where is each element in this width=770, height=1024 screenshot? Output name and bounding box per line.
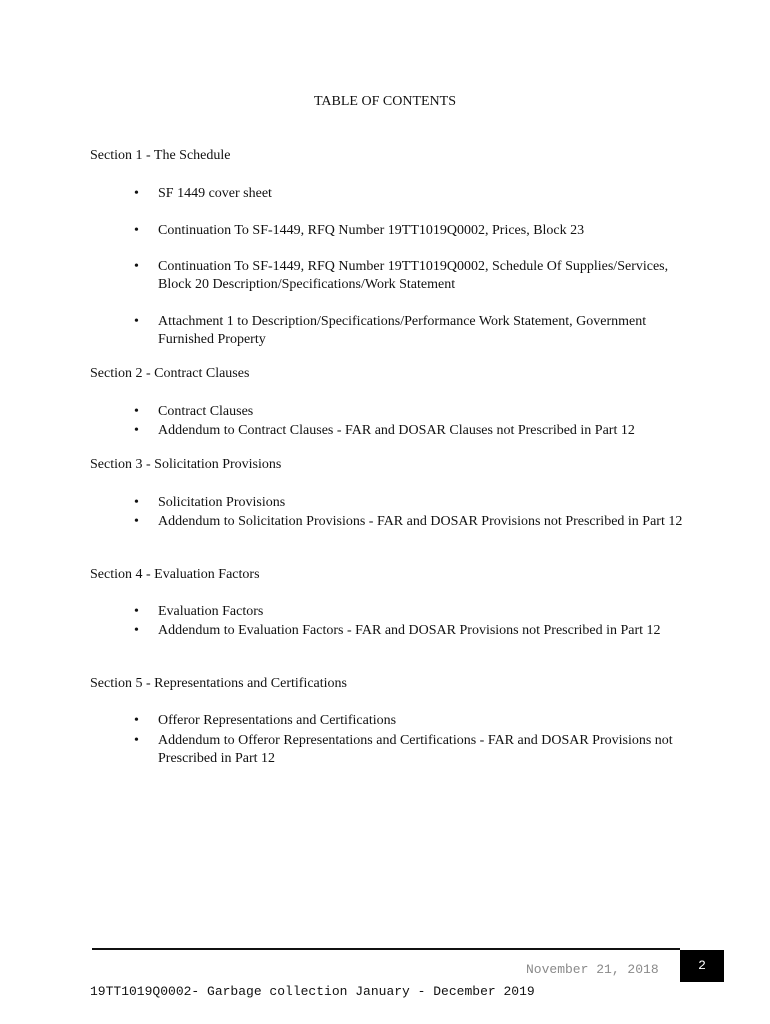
footer-divider xyxy=(92,948,680,950)
bullet-icon: • xyxy=(134,186,139,201)
section-2-heading: Section 2 - Contract Clauses xyxy=(90,366,250,381)
item-text: Addendum to Evaluation Factors - FAR and DOSAR Provisions not Prescribed in Part 12 xyxy=(158,623,661,638)
footer-document-line: 19TT1019Q0002- Garbage collection January - December 2019 xyxy=(90,984,535,999)
item-text: Continuation To SF-1449, RFQ Number 19TT1019Q0002, Prices, Block 23 xyxy=(158,223,585,238)
bullet-icon: • xyxy=(134,314,139,329)
item-text: Attachment 1 to Description/Specifications/Performance Work Statement, Government Furnished Property xyxy=(158,314,647,347)
section-5-heading: Section 5 - Representations and Certifications xyxy=(90,676,347,691)
bullet-icon: • xyxy=(134,514,139,529)
item-text: Addendum to Solicitation Provisions - FAR and DOSAR Provisions not Prescribed in Part 12 xyxy=(158,514,683,529)
bullet-icon: • xyxy=(134,713,139,728)
bullet-icon: • xyxy=(134,223,139,238)
bullet-icon: • xyxy=(134,259,139,274)
item-text: Evaluation Factors xyxy=(158,604,264,619)
item-text: SF 1449 cover sheet xyxy=(158,186,272,201)
item-text: Addendum to Contract Clauses - FAR and DOSAR Clauses not Prescribed in Part 12 xyxy=(158,423,635,438)
item-text: Addendum to Offeror Representations and Certifications - FAR and DOSAR Provisions not Prescribed in Part 12 xyxy=(158,733,673,766)
bullet-icon: • xyxy=(134,495,139,510)
bullet-icon: • xyxy=(134,404,139,419)
section-1-heading: Section 1 - The Schedule xyxy=(90,148,231,163)
bullet-icon: • xyxy=(134,623,139,638)
item-text: Solicitation Provisions xyxy=(158,495,286,510)
bullet-icon: • xyxy=(134,733,139,748)
item-text: Contract Clauses xyxy=(158,404,254,419)
page-title: TABLE OF CONTENTS xyxy=(314,94,456,109)
bullet-icon: • xyxy=(134,423,139,438)
item-text: Offeror Representations and Certifications xyxy=(158,713,397,728)
footer-date: November 21, 2018 xyxy=(526,962,659,977)
page-number: 2 xyxy=(680,950,724,982)
section-3-heading: Section 3 - Solicitation Provisions xyxy=(90,457,282,472)
section-4-heading: Section 4 - Evaluation Factors xyxy=(90,567,260,582)
bullet-icon: • xyxy=(134,604,139,619)
item-text: Continuation To SF-1449, RFQ Number 19TT1019Q0002, Schedule Of Supplies/Services, Block 20 Description/Specifications/Work Statement xyxy=(158,259,669,292)
